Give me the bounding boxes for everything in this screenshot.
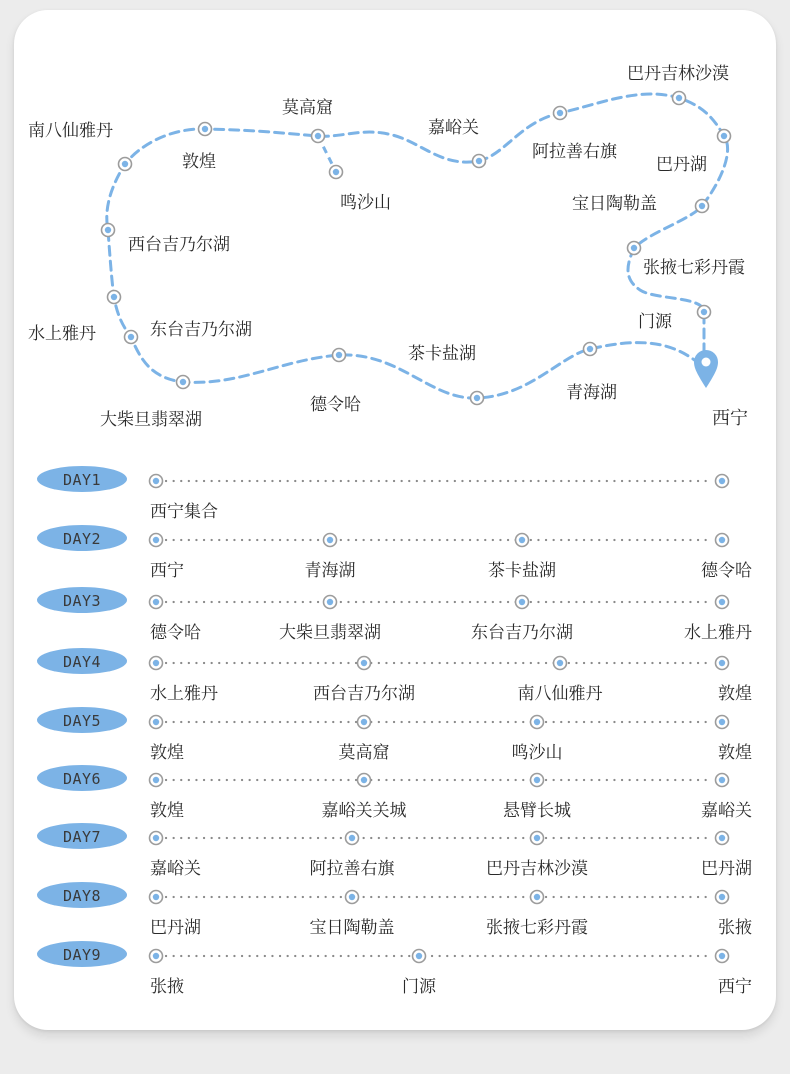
route-node-core — [719, 537, 725, 543]
map-place-label: 德令哈 — [310, 395, 361, 415]
route-node-core — [474, 395, 480, 401]
route-node-core — [327, 599, 333, 605]
day-row — [37, 707, 752, 763]
day-row — [37, 941, 752, 997]
stop-label: 茶卡盐湖 — [488, 561, 556, 581]
stop-label: 张掖 — [150, 977, 184, 997]
route-node-core — [519, 599, 525, 605]
map-place-label: 鸣沙山 — [340, 193, 391, 213]
route-node-core — [153, 777, 159, 783]
map-place-label: 巴丹湖 — [656, 155, 707, 175]
stop-label: 德令哈 — [150, 623, 201, 643]
day-label: DAY7 — [62, 828, 102, 846]
stop-label: 水上雅丹 — [150, 684, 218, 704]
route-node-core — [153, 953, 159, 959]
day-row — [37, 648, 752, 704]
itinerary — [37, 466, 752, 997]
route-node-core — [122, 161, 128, 167]
route-node-core — [519, 537, 525, 543]
day-label: DAY3 — [62, 592, 102, 610]
map-place-label: 西台吉乃尔湖 — [128, 235, 230, 255]
map-place-label: 巴丹吉林沙漠 — [627, 64, 729, 84]
route-node-core — [105, 227, 111, 233]
day-row — [37, 587, 752, 643]
stop-label: 南八仙雅丹 — [517, 684, 603, 704]
location-pin-icon — [694, 350, 718, 388]
map-place-label: 青海湖 — [566, 383, 617, 403]
stop-label: 德令哈 — [701, 561, 752, 581]
route-node-core — [361, 719, 367, 725]
map-place-label: 大柴旦翡翠湖 — [100, 410, 202, 430]
day-label: DAY2 — [62, 530, 102, 548]
route-node-core — [153, 478, 159, 484]
map-place-label: 阿拉善右旗 — [532, 142, 617, 162]
stop-label: 鸣沙山 — [511, 743, 563, 763]
stop-label: 西宁 — [150, 561, 184, 581]
stop-label: 东台吉乃尔湖 — [471, 623, 573, 643]
map-place-label: 门源 — [638, 312, 672, 332]
route-node-core — [416, 953, 422, 959]
route-node-core — [476, 158, 482, 164]
stop-label: 门源 — [402, 977, 436, 997]
route-node-core — [349, 894, 355, 900]
stop-label: 敦煌 — [150, 801, 184, 821]
route-node-core — [153, 719, 159, 725]
route-node-core — [719, 599, 725, 605]
map-place-label: 水上雅丹 — [28, 324, 96, 344]
route-node-core — [202, 126, 208, 132]
stop-label: 巴丹吉林沙漠 — [486, 859, 588, 879]
map-place-label: 茶卡盐湖 — [408, 344, 476, 364]
route-node-core — [349, 835, 355, 841]
route-node-core — [721, 133, 727, 139]
route-node-core — [719, 719, 725, 725]
stop-label: 阿拉善右旗 — [309, 859, 395, 879]
route-node-core — [719, 478, 725, 484]
route-node-core — [719, 894, 725, 900]
stop-label: 敦煌 — [150, 743, 184, 763]
route-node-core — [719, 777, 725, 783]
stop-label: 青海湖 — [304, 561, 356, 581]
route-node-core — [631, 245, 637, 251]
route-node-core — [699, 203, 705, 209]
map-place-label: 宝日陶勒盖 — [572, 194, 657, 214]
route-node-core — [336, 352, 342, 358]
route-node-core — [153, 599, 159, 605]
stop-label: 宝日陶勒盖 — [309, 918, 395, 938]
map-place-label: 莫高窟 — [282, 98, 333, 118]
route-map — [28, 64, 748, 430]
route-node-core — [676, 95, 682, 101]
route-node-core — [315, 133, 321, 139]
stop-label: 悬臂长城 — [503, 801, 571, 821]
route-node-core — [128, 334, 134, 340]
route-node-core — [534, 777, 540, 783]
route-node-core — [557, 660, 563, 666]
stop-label: 大柴旦翡翠湖 — [279, 623, 381, 643]
stop-label: 巴丹湖 — [150, 918, 201, 938]
day-row — [37, 823, 752, 879]
stop-label: 敦煌 — [718, 684, 752, 704]
day-label: DAY9 — [62, 946, 102, 964]
route-node-core — [534, 894, 540, 900]
route-node-core — [153, 537, 159, 543]
day-row — [37, 466, 729, 522]
day-label: DAY4 — [62, 653, 102, 671]
stop-label: 巴丹湖 — [701, 859, 752, 879]
route-node-core — [534, 719, 540, 725]
stop-label: 西宁集合 — [150, 502, 218, 522]
map-place-label: 敦煌 — [182, 152, 216, 172]
route-node-core — [180, 379, 186, 385]
route-node-core — [111, 294, 117, 300]
stop-label: 张掖 — [718, 918, 752, 938]
route-node-core — [557, 110, 563, 116]
day-label: DAY6 — [62, 770, 102, 788]
route-node-core — [327, 537, 333, 543]
day-row — [37, 525, 752, 581]
stop-label: 嘉峪关关城 — [321, 801, 407, 821]
route-node-core — [701, 309, 707, 315]
destination-label: 西宁 — [712, 408, 748, 429]
stop-label: 张掖七彩丹霞 — [486, 918, 588, 938]
route-node-core — [719, 835, 725, 841]
stop-label: 嘉峪关 — [701, 801, 752, 821]
map-place-label: 嘉峪关 — [428, 118, 479, 138]
route-node-core — [587, 346, 593, 352]
map-place-label: 张掖七彩丹霞 — [643, 258, 745, 278]
route-node-core — [534, 835, 540, 841]
route-node-core — [361, 777, 367, 783]
stop-label: 敦煌 — [718, 743, 752, 763]
day-row — [37, 765, 752, 821]
route-node-core — [153, 835, 159, 841]
route-node-core — [719, 660, 725, 666]
route-node-core — [361, 660, 367, 666]
stop-label: 嘉峪关 — [150, 859, 201, 879]
map-place-label: 南八仙雅丹 — [28, 121, 113, 141]
map-place-label: 东台吉乃尔湖 — [150, 320, 252, 340]
day-label: DAY5 — [62, 712, 102, 730]
route-node-core — [153, 660, 159, 666]
stop-label: 西宁 — [718, 977, 752, 997]
day-row — [37, 882, 752, 938]
route-node-core — [333, 169, 339, 175]
day-label: DAY8 — [62, 887, 102, 905]
stop-label: 莫高窟 — [338, 743, 390, 763]
route-node-core — [719, 953, 725, 959]
day-label: DAY1 — [62, 471, 102, 489]
route-node-core — [153, 894, 159, 900]
stop-label: 西台吉乃尔湖 — [313, 684, 415, 704]
stop-label: 水上雅丹 — [684, 623, 752, 643]
